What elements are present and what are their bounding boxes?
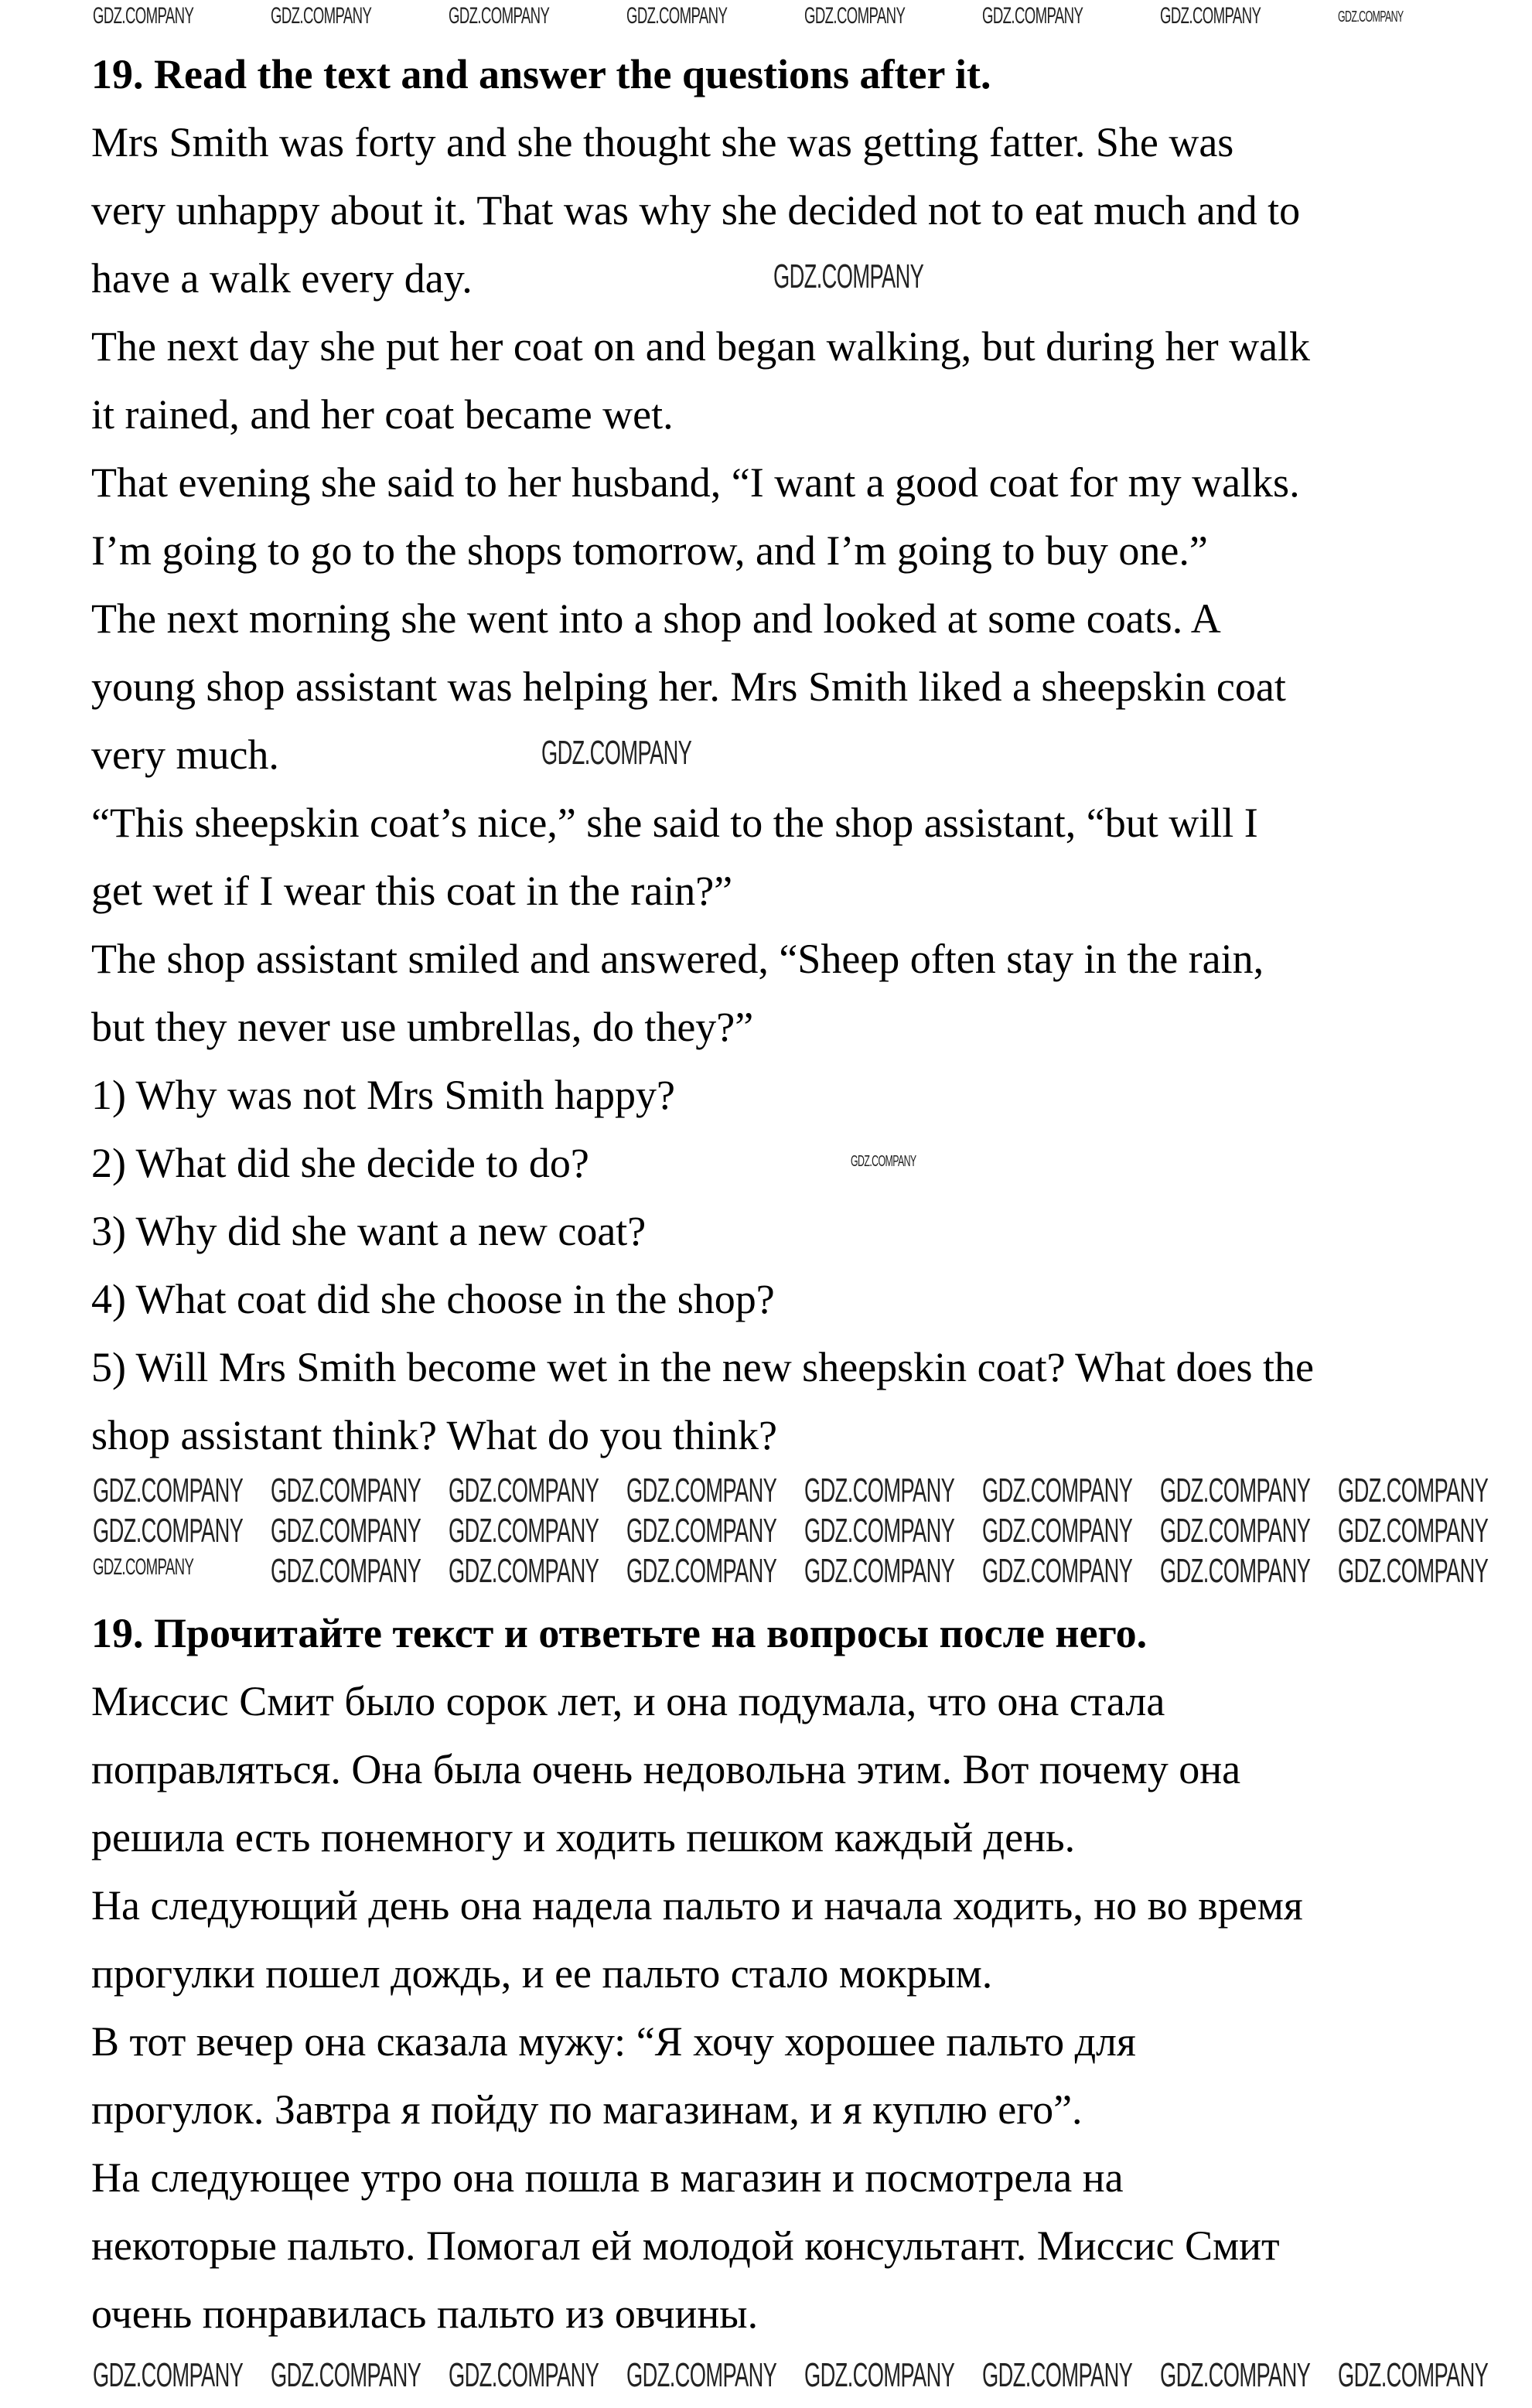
question-2: 2) What did she decide to do?: [91, 1140, 589, 1186]
watermark: GDZ.COMPANY: [1338, 1512, 1489, 1550]
watermark: GDZ.COMPANY: [804, 3, 906, 29]
watermark: GDZ.COMPANY: [1160, 1472, 1311, 1509]
question-5: 5) Will Mrs Smith become wet in the new sheepskin coat? What does the: [91, 1344, 1314, 1390]
text-line: The next morning she went into a shop and looked at some coats. A: [91, 595, 1221, 642]
watermark: GDZ.COMPANY: [93, 2356, 244, 2394]
watermark: GDZ.COMPANY: [1160, 3, 1261, 29]
text-line: have a walk every day.: [91, 255, 473, 302]
question-4: 4) What coat did she choose in the shop?: [91, 1276, 775, 1322]
watermark: GDZ.COMPANY: [804, 1472, 955, 1509]
watermark: GDZ.COMPANY: [626, 1512, 777, 1550]
watermark: GDZ.COMPANY: [626, 1552, 777, 1590]
watermark: GDZ.COMPANY: [626, 3, 728, 29]
watermark: GDZ.COMPANY: [1338, 9, 1404, 26]
text-line: very much.: [91, 732, 279, 778]
watermark: GDZ.COMPANY: [93, 1512, 244, 1550]
watermark: GDZ.COMPANY: [1338, 1552, 1489, 1590]
watermark: GDZ.COMPANY: [982, 1552, 1133, 1590]
watermark: GDZ.COMPANY: [449, 1512, 599, 1550]
watermark: GDZ.COMPANY: [93, 1554, 194, 1580]
watermark: GDZ.COMPANY: [1160, 2356, 1311, 2394]
watermark: GDZ.COMPANY: [93, 3, 194, 29]
watermark: GDZ.COMPANY: [804, 1552, 955, 1590]
text-line: The next day she put her coat on and began walking, but during her walk: [91, 323, 1311, 370]
text-line: I’m going to go to the shops tomorrow, and I’m going to buy one.”: [91, 527, 1208, 574]
watermark: GDZ.COMPANY: [449, 2356, 599, 2394]
watermark: GDZ.COMPANY: [271, 1472, 421, 1509]
text-line: решила есть понемногу и ходить пешком каждый день.: [91, 1814, 1076, 1861]
text-line: В тот вечер она сказала мужу: “Я хочу хорошее пальто для: [91, 2018, 1136, 2065]
watermark: GDZ.COMPANY: [982, 1472, 1133, 1509]
question-5-cont: shop assistant think? What do you think?: [91, 1412, 777, 1458]
watermark: GDZ.COMPANY: [773, 258, 924, 295]
watermark: GDZ.COMPANY: [1160, 1512, 1311, 1550]
text-line: На следующий день она надела пальто и начала ходить, но во время: [91, 1882, 1303, 1929]
watermark: GDZ.COMPANY: [271, 2356, 421, 2394]
question-1: 1) Why was not Mrs Smith happy?: [91, 1072, 675, 1118]
watermark: GDZ.COMPANY: [1338, 1472, 1489, 1509]
watermark: GDZ.COMPANY: [982, 3, 1083, 29]
text-line: На следующее утро она пошла в магазин и посмотрела на: [91, 2154, 1124, 2201]
text-line: get wet if I wear this coat in the rain?”: [91, 868, 733, 914]
watermark: GDZ.COMPANY: [449, 1552, 599, 1590]
watermark: GDZ.COMPANY: [804, 1512, 955, 1550]
text-line: прогулки пошел дождь, и ее пальто стало мокрым.: [91, 1950, 993, 1997]
watermark: GDZ.COMPANY: [541, 734, 692, 772]
watermark: GDZ.COMPANY: [804, 2356, 955, 2394]
watermark: GDZ.COMPANY: [982, 1512, 1133, 1550]
watermark: GDZ.COMPANY: [449, 1472, 599, 1509]
text-line: Mrs Smith was forty and she thought she was getting fatter. She was: [91, 119, 1234, 165]
text-line: but they never use umbrellas, do they?”: [91, 1004, 754, 1050]
text-line: Миссис Смит было сорок лет, и она подумала, что она стала: [91, 1678, 1165, 1724]
watermark: GDZ.COMPANY: [1338, 2356, 1489, 2394]
text-line: The shop assistant smiled and answered, “Sheep often stay in the rain,: [91, 936, 1264, 982]
watermark: GDZ.COMPANY: [1160, 1552, 1311, 1590]
text-line: поправляться. Она была очень недовольна этим. Вот почему она: [91, 1746, 1241, 1792]
watermark: GDZ.COMPANY: [626, 2356, 777, 2394]
watermark: GDZ.COMPANY: [982, 2356, 1133, 2394]
text-line: прогулок. Завтра я пойду по магазинам, и я куплю его”.: [91, 2086, 1083, 2133]
text-line: “This sheepskin coat’s nice,” she said to the shop assistant, “but will I: [91, 800, 1258, 846]
watermark: GDZ.COMPANY: [851, 1153, 916, 1170]
watermark: GDZ.COMPANY: [271, 1512, 421, 1550]
text-line: very unhappy about it. That was why she decided not to eat much and to: [91, 187, 1301, 234]
text-line: некоторые пальто. Помогал ей молодой консультант. Миссис Смит: [91, 2222, 1280, 2269]
question-3: 3) Why did she want a new coat?: [91, 1208, 647, 1254]
watermark: GDZ.COMPANY: [626, 1472, 777, 1509]
exercise-title-ru: 19. Прочитайте текст и ответьте на вопросы после него.: [91, 1610, 1148, 1656]
watermark: GDZ.COMPANY: [93, 1472, 244, 1509]
watermark: GDZ.COMPANY: [449, 3, 550, 29]
text-line: очень понравилась пальто из овчины.: [91, 2290, 759, 2337]
text-line: it rained, and her coat became wet.: [91, 391, 674, 438]
exercise-title-en: 19. Read the text and answer the questions after it.: [91, 51, 991, 97]
watermark: GDZ.COMPANY: [271, 3, 372, 29]
text-line: young shop assistant was helping her. Mrs Smith liked a sheepskin coat: [91, 663, 1286, 710]
text-line: That evening she said to her husband, “I want a good coat for my walks.: [91, 459, 1300, 506]
watermark: GDZ.COMPANY: [271, 1552, 421, 1590]
